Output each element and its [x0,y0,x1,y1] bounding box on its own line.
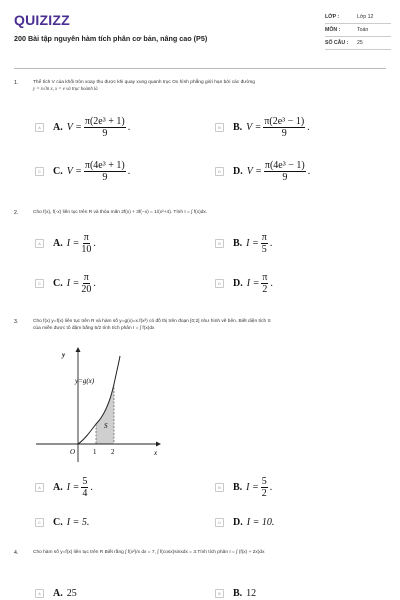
fraction-numerator: π [261,232,267,243]
option-box[interactable]: C [35,518,44,527]
option-box[interactable]: B [215,123,224,132]
option-box[interactable]: B [215,483,224,492]
option-d[interactable] [215,517,274,528]
option-lhs: V = [66,121,82,133]
option-label: A. [53,588,63,599]
option-a[interactable] [35,588,77,599]
option-lhs: V = [246,165,262,177]
header-divider [14,68,386,69]
option-label: B. [233,481,243,493]
fraction-numerator: π(4e³ − 1) [264,160,305,171]
question-number: 1. [14,80,19,86]
meta-row-subject [325,24,391,37]
fraction-denominator: 2 [261,488,267,499]
curve-label: y=g(x) [75,377,95,385]
option-box[interactable]: D [215,167,224,176]
option-c[interactable]: C C. I = $\frac{\pi}{20}$ . [35,272,96,295]
option-box[interactable]: A [35,123,44,132]
option-lhs: I = [246,277,260,289]
x-axis-label: x [154,449,158,457]
function-graph [34,344,164,466]
option-box[interactable]: A [35,589,44,598]
option-b[interactable] [215,588,256,599]
fraction-numerator: π [83,232,89,243]
option-box[interactable]: B [215,239,224,248]
option-box[interactable]: C [35,279,44,288]
fraction-numerator: π [262,272,268,283]
question-line: của miền được tô đậm bằng 5/2 tính tích phân I = ∫ f(x)dx [33,326,155,331]
quizizz-logo: QUIZIZZ [14,12,70,28]
area-label: S [104,422,108,430]
option-b[interactable]: B B. I = $\frac{\pi}{5}$ . [215,232,272,255]
option-d[interactable]: D D. I = $\frac{\pi}{2}$ . [215,272,273,295]
option-d[interactable]: D D. V = $\frac{\text{π(4e³ − 1)}}{9}$ . [215,160,310,183]
question-line: Thể tích V của khối tròn xoay thu được khi quay xung quanh trục Ox hình phẳng giới hạn bởi các đường [33,80,255,85]
option-a[interactable]: A A. I = $\frac{5}{4}$ . [35,476,93,499]
y-axis-label: y [62,351,66,359]
tick-label-1: 1 [93,448,97,456]
question-line: y = x√ln x, x = e và trục hoành là [33,87,98,92]
question-line: Cho f(x) y=f(x) liên tục trên R và hàm số y=g(x)=x.f(x²) có đồ thị trên đoạn [0;2] như hình vẽ bên. Biết diện tích S [33,319,271,324]
option-label: C. [53,165,63,177]
fraction-denominator: 9 [102,128,108,139]
meta-key: SỐ CÂU : [325,40,349,46]
option-lhs: I = [66,277,80,289]
option-text: 25 [66,588,77,599]
option-c[interactable] [35,517,89,528]
option-label: A. [53,481,63,493]
option-a[interactable]: A A. I = $\frac{\pi}{10}$ . [35,232,96,255]
fraction-numerator: π(4e³ + 1) [84,160,125,171]
origin-label: O [70,448,76,456]
option-text: 12 [246,588,257,599]
option-lhs: I = [246,237,259,249]
option-b[interactable]: B B. V = $\frac{\text{π(2e³ − 1)}}{9}$ . [215,116,310,139]
meta-row-class [325,11,391,24]
fraction-numerator: 5 [261,476,267,487]
option-text: I = 5. [66,517,90,528]
tick-label-2: 2 [111,448,115,456]
option-label: D. [233,165,243,177]
option-label: A. [53,121,63,133]
meta-key: LỚP : [325,14,340,20]
meta-value: 25 [357,40,363,46]
question-number: 4. [14,550,19,556]
option-label: B. [233,121,243,133]
option-box[interactable]: D [215,518,224,527]
fraction-denominator: 2 [262,284,268,295]
option-lhs: I = [246,481,259,493]
fraction-denominator: 9 [102,172,108,183]
fraction-denominator: 4 [82,488,88,499]
question-number: 2. [14,210,19,216]
fraction-numerator: 5 [82,476,88,487]
option-c[interactable]: C C. V = $\frac{\text{π(4e³ + 1)}}{9}$ . [35,160,130,183]
option-text: I = 10. [246,517,275,528]
meta-key: MÔN : [325,27,341,33]
fraction-denominator: 9 [282,172,288,183]
option-label: D. [233,517,243,528]
x-axis-arrow-icon [156,442,161,447]
option-box[interactable]: A [35,483,44,492]
fraction-numerator: π(2e³ − 1) [264,116,305,127]
option-lhs: V = [66,165,82,177]
option-b[interactable]: B B. I = $\frac{5}{2}$ . [215,476,272,499]
fraction-denominator: 9 [281,128,287,139]
y-axis-arrow-icon [76,347,81,352]
option-label: D. [233,277,243,289]
document-title: 200 Bài tập nguyên hàm tích phân cơ bản, nâng cao (P5) [14,34,208,43]
meta-table [325,11,391,50]
meta-value: Lớp 12 [357,14,374,20]
option-label: B. [233,588,243,599]
fraction-denominator: 20 [81,284,92,295]
question-text: Cho hàm số y=f(x) liên tục trên R Biết rằng ∫ f(x²)/x dx = 7, ∫ f(cosx)sinxdx = 3.Tính tích phân I = ∫ (f(x) + 2x)dx [33,550,265,555]
option-label: C. [53,277,63,289]
option-box[interactable]: A [35,239,44,248]
meta-row-count [325,37,391,50]
meta-value: Toán [357,27,369,33]
option-label: A. [53,237,63,249]
option-box[interactable]: B [215,589,224,598]
option-lhs: I = [66,481,80,493]
question-text: Cho f(x), f(-x) liên tục trên R và thỏa mãn 2f(x) + 3f(−x) = 1/(x²+4). Tính I = ∫ f(x)dx. [33,210,208,215]
fraction-numerator: π [83,272,89,283]
option-box[interactable]: C [35,167,44,176]
question-text [33,79,383,93]
option-box[interactable]: D [215,279,224,288]
option-label: C. [53,517,63,528]
fraction-denominator: 10 [81,244,92,255]
question-text [33,318,388,332]
option-label: B. [233,237,243,249]
option-lhs: V = [246,121,262,133]
fraction-denominator: 5 [261,244,267,255]
question-number: 3. [14,319,19,325]
option-a[interactable]: A A. V = $\frac{\text{π(2e³ + 1)}}{9}$ . [35,116,130,139]
fraction-numerator: π(2e³ + 1) [84,116,125,127]
option-lhs: I = [66,237,80,249]
